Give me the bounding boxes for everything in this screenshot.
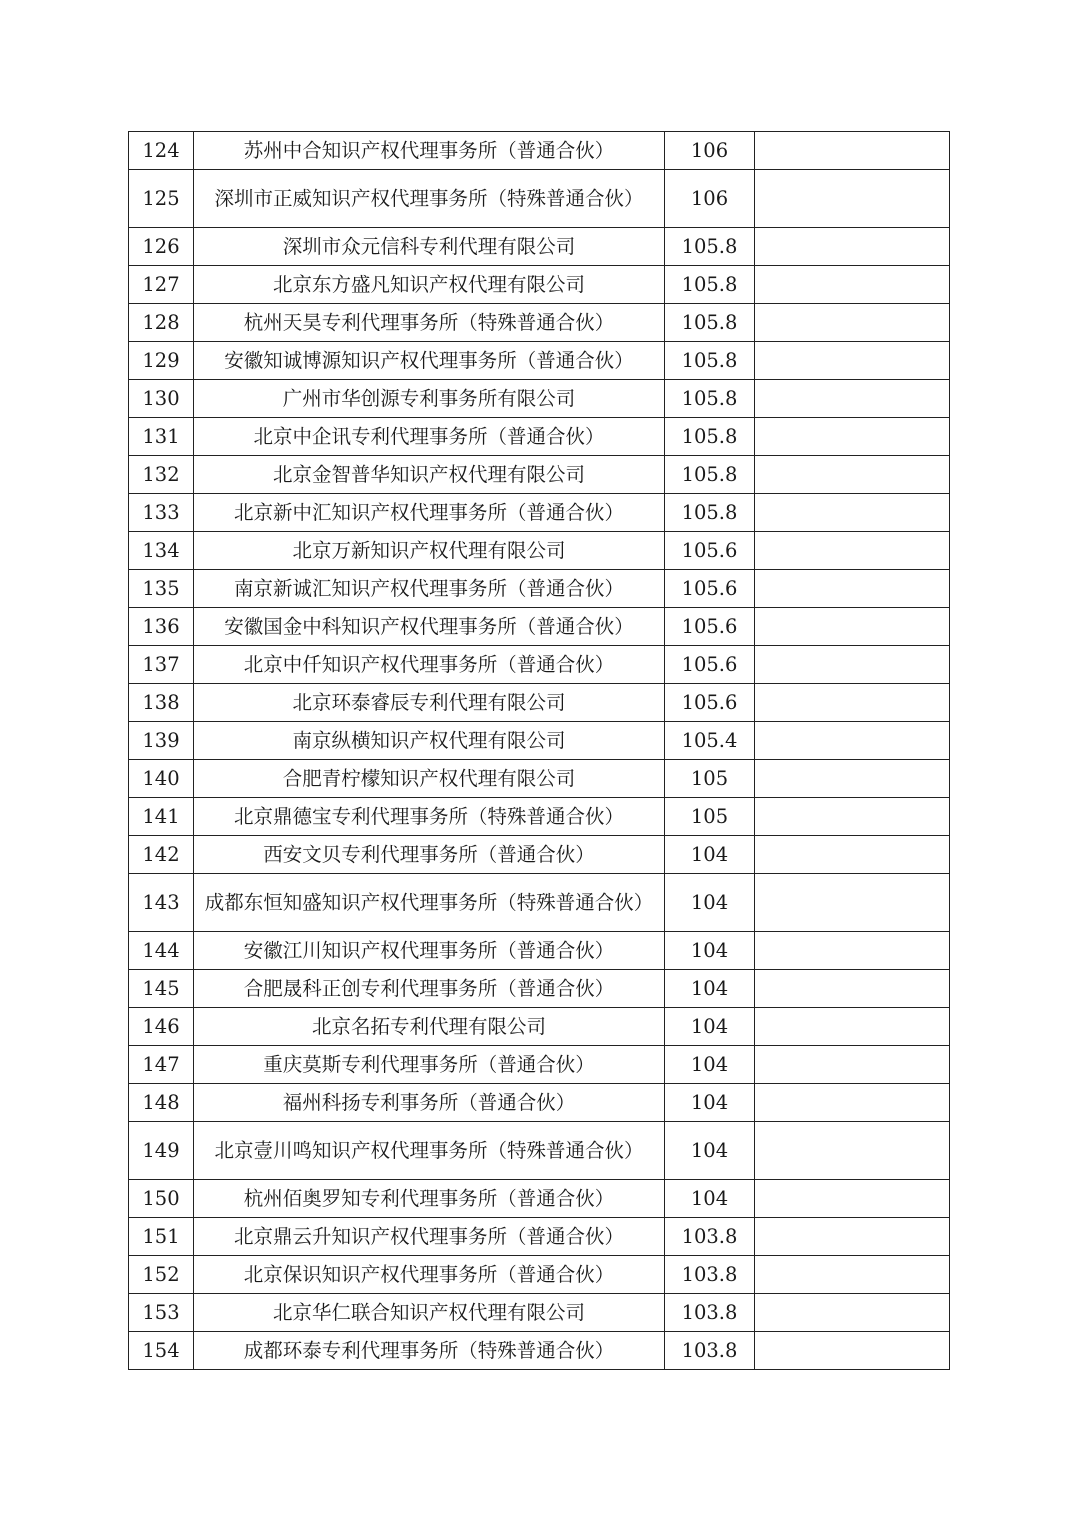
agency-name-cell: 南京纵横知识产权代理有限公司	[194, 722, 665, 760]
row-number-cell: 143	[129, 874, 194, 932]
remarks-cell	[755, 170, 950, 228]
agency-name-cell: 广州市华创源专利事务所有限公司	[194, 380, 665, 418]
row-number-cell: 142	[129, 836, 194, 874]
agency-name-cell: 北京华仁联合知识产权代理有限公司	[194, 1294, 665, 1332]
table-row	[129, 684, 950, 722]
table-row	[129, 970, 950, 1008]
table-row	[129, 494, 950, 532]
remarks-cell	[755, 342, 950, 380]
table-row	[129, 1046, 950, 1084]
row-number-cell: 148	[129, 1084, 194, 1122]
agency-name-cell: 深圳市正威知识产权代理事务所（特殊普通合伙）	[194, 170, 665, 228]
table-row	[129, 760, 950, 798]
remarks-cell	[755, 132, 950, 170]
row-number-cell: 125	[129, 170, 194, 228]
score-cell: 105.8	[665, 304, 755, 342]
score-cell: 103.8	[665, 1256, 755, 1294]
table-row	[129, 342, 950, 380]
score-cell: 105.8	[665, 380, 755, 418]
remarks-cell	[755, 608, 950, 646]
agency-name-cell: 北京新中汇知识产权代理事务所（普通合伙）	[194, 494, 665, 532]
agency-ranking-table	[128, 131, 950, 1370]
remarks-cell	[755, 418, 950, 456]
score-cell: 104	[665, 932, 755, 970]
agency-name-cell: 北京壹川鸣知识产权代理事务所（特殊普通合伙）	[194, 1122, 665, 1180]
table-row	[129, 1180, 950, 1218]
table-row	[129, 170, 950, 228]
row-number-cell: 150	[129, 1180, 194, 1218]
row-number-cell: 135	[129, 570, 194, 608]
table-row	[129, 1294, 950, 1332]
table-row	[129, 1256, 950, 1294]
score-cell: 105	[665, 798, 755, 836]
agency-name-cell: 成都环泰专利代理事务所（特殊普通合伙）	[194, 1332, 665, 1370]
table-row	[129, 874, 950, 932]
agency-name-cell: 安徽国金中科知识产权代理事务所（普通合伙）	[194, 608, 665, 646]
agency-name-cell: 北京鼎云升知识产权代理事务所（普通合伙）	[194, 1218, 665, 1256]
table-row	[129, 1332, 950, 1370]
score-cell: 105.6	[665, 532, 755, 570]
remarks-cell	[755, 304, 950, 342]
row-number-cell: 127	[129, 266, 194, 304]
row-number-cell: 146	[129, 1008, 194, 1046]
score-cell: 105.6	[665, 608, 755, 646]
remarks-cell	[755, 380, 950, 418]
remarks-cell	[755, 970, 950, 1008]
score-cell: 105.8	[665, 342, 755, 380]
remarks-cell	[755, 570, 950, 608]
agency-name-cell: 北京中企讯专利代理事务所（普通合伙）	[194, 418, 665, 456]
agency-name-cell: 重庆莫斯专利代理事务所（普通合伙）	[194, 1046, 665, 1084]
score-cell: 105.6	[665, 684, 755, 722]
score-cell: 103.8	[665, 1294, 755, 1332]
agency-name-cell: 北京东方盛凡知识产权代理有限公司	[194, 266, 665, 304]
row-number-cell: 137	[129, 646, 194, 684]
remarks-cell	[755, 494, 950, 532]
row-number-cell: 152	[129, 1256, 194, 1294]
remarks-cell	[755, 646, 950, 684]
row-number-cell: 128	[129, 304, 194, 342]
score-cell: 103.8	[665, 1332, 755, 1370]
remarks-cell	[755, 1332, 950, 1370]
table-row	[129, 932, 950, 970]
remarks-cell	[755, 1046, 950, 1084]
table-row	[129, 266, 950, 304]
agency-name-cell: 苏州中合知识产权代理事务所（普通合伙）	[194, 132, 665, 170]
score-cell: 105.8	[665, 418, 755, 456]
row-number-cell: 147	[129, 1046, 194, 1084]
agency-name-cell: 安徽知诚博源知识产权代理事务所（普通合伙）	[194, 342, 665, 380]
row-number-cell: 129	[129, 342, 194, 380]
score-cell: 105.8	[665, 228, 755, 266]
row-number-cell: 141	[129, 798, 194, 836]
agency-name-cell: 北京中仟知识产权代理事务所（普通合伙）	[194, 646, 665, 684]
score-cell: 104	[665, 1008, 755, 1046]
score-cell: 106	[665, 170, 755, 228]
row-number-cell: 130	[129, 380, 194, 418]
row-number-cell: 144	[129, 932, 194, 970]
score-cell: 105.4	[665, 722, 755, 760]
row-number-cell: 134	[129, 532, 194, 570]
agency-name-cell: 北京环泰睿辰专利代理有限公司	[194, 684, 665, 722]
table-row	[129, 836, 950, 874]
remarks-cell	[755, 760, 950, 798]
row-number-cell: 124	[129, 132, 194, 170]
table-row	[129, 1084, 950, 1122]
table-row	[129, 798, 950, 836]
score-cell: 104	[665, 1122, 755, 1180]
score-cell: 104	[665, 836, 755, 874]
table-row	[129, 722, 950, 760]
score-cell: 104	[665, 874, 755, 932]
score-cell: 105.6	[665, 646, 755, 684]
remarks-cell	[755, 266, 950, 304]
remarks-cell	[755, 932, 950, 970]
row-number-cell: 132	[129, 456, 194, 494]
score-cell: 105	[665, 760, 755, 798]
remarks-cell	[755, 836, 950, 874]
score-cell: 104	[665, 1084, 755, 1122]
row-number-cell: 145	[129, 970, 194, 1008]
table-row	[129, 418, 950, 456]
agency-name-cell: 安徽江川知识产权代理事务所（普通合伙）	[194, 932, 665, 970]
remarks-cell	[755, 798, 950, 836]
remarks-cell	[755, 1218, 950, 1256]
score-cell: 104	[665, 1180, 755, 1218]
remarks-cell	[755, 228, 950, 266]
remarks-cell	[755, 722, 950, 760]
remarks-cell	[755, 456, 950, 494]
row-number-cell: 149	[129, 1122, 194, 1180]
remarks-cell	[755, 1256, 950, 1294]
score-cell: 106	[665, 132, 755, 170]
remarks-cell	[755, 874, 950, 932]
agency-name-cell: 杭州天昊专利代理事务所（特殊普通合伙）	[194, 304, 665, 342]
agency-name-cell: 福州科扬专利事务所（普通合伙）	[194, 1084, 665, 1122]
table-row	[129, 608, 950, 646]
score-cell: 105.8	[665, 266, 755, 304]
row-number-cell: 126	[129, 228, 194, 266]
remarks-cell	[755, 1122, 950, 1180]
remarks-cell	[755, 1084, 950, 1122]
agency-name-cell: 北京金智普华知识产权代理有限公司	[194, 456, 665, 494]
table-row	[129, 132, 950, 170]
row-number-cell: 154	[129, 1332, 194, 1370]
remarks-cell	[755, 1180, 950, 1218]
row-number-cell: 131	[129, 418, 194, 456]
row-number-cell: 136	[129, 608, 194, 646]
agency-name-cell: 西安文贝专利代理事务所（普通合伙）	[194, 836, 665, 874]
table-row	[129, 228, 950, 266]
row-number-cell: 133	[129, 494, 194, 532]
remarks-cell	[755, 1008, 950, 1046]
table-row	[129, 1008, 950, 1046]
table-row	[129, 646, 950, 684]
row-number-cell: 151	[129, 1218, 194, 1256]
agency-name-cell: 成都东恒知盛知识产权代理事务所（特殊普通合伙）	[194, 874, 665, 932]
agency-name-cell: 杭州佰奥罗知专利代理事务所（普通合伙）	[194, 1180, 665, 1218]
agency-name-cell: 北京保识知识产权代理事务所（普通合伙）	[194, 1256, 665, 1294]
table-row	[129, 570, 950, 608]
row-number-cell: 139	[129, 722, 194, 760]
row-number-cell: 153	[129, 1294, 194, 1332]
score-cell: 104	[665, 970, 755, 1008]
remarks-cell	[755, 1294, 950, 1332]
score-cell: 105.8	[665, 456, 755, 494]
score-cell: 105.8	[665, 494, 755, 532]
agency-name-cell: 北京鼎德宝专利代理事务所（特殊普通合伙）	[194, 798, 665, 836]
row-number-cell: 140	[129, 760, 194, 798]
table-row	[129, 1122, 950, 1180]
agency-name-cell: 合肥青柠檬知识产权代理有限公司	[194, 760, 665, 798]
table-row	[129, 304, 950, 342]
row-number-cell: 138	[129, 684, 194, 722]
remarks-cell	[755, 532, 950, 570]
score-cell: 104	[665, 1046, 755, 1084]
table-row	[129, 380, 950, 418]
score-cell: 105.6	[665, 570, 755, 608]
agency-name-cell: 深圳市众元信科专利代理有限公司	[194, 228, 665, 266]
agency-name-cell: 北京名拓专利代理有限公司	[194, 1008, 665, 1046]
agency-name-cell: 北京万新知识产权代理有限公司	[194, 532, 665, 570]
agency-name-cell: 南京新诚汇知识产权代理事务所（普通合伙）	[194, 570, 665, 608]
table-row	[129, 532, 950, 570]
table-row	[129, 1218, 950, 1256]
table-body	[129, 132, 950, 1370]
remarks-cell	[755, 684, 950, 722]
score-cell: 103.8	[665, 1218, 755, 1256]
agency-name-cell: 合肥晟科正创专利代理事务所（普通合伙）	[194, 970, 665, 1008]
table-row	[129, 456, 950, 494]
